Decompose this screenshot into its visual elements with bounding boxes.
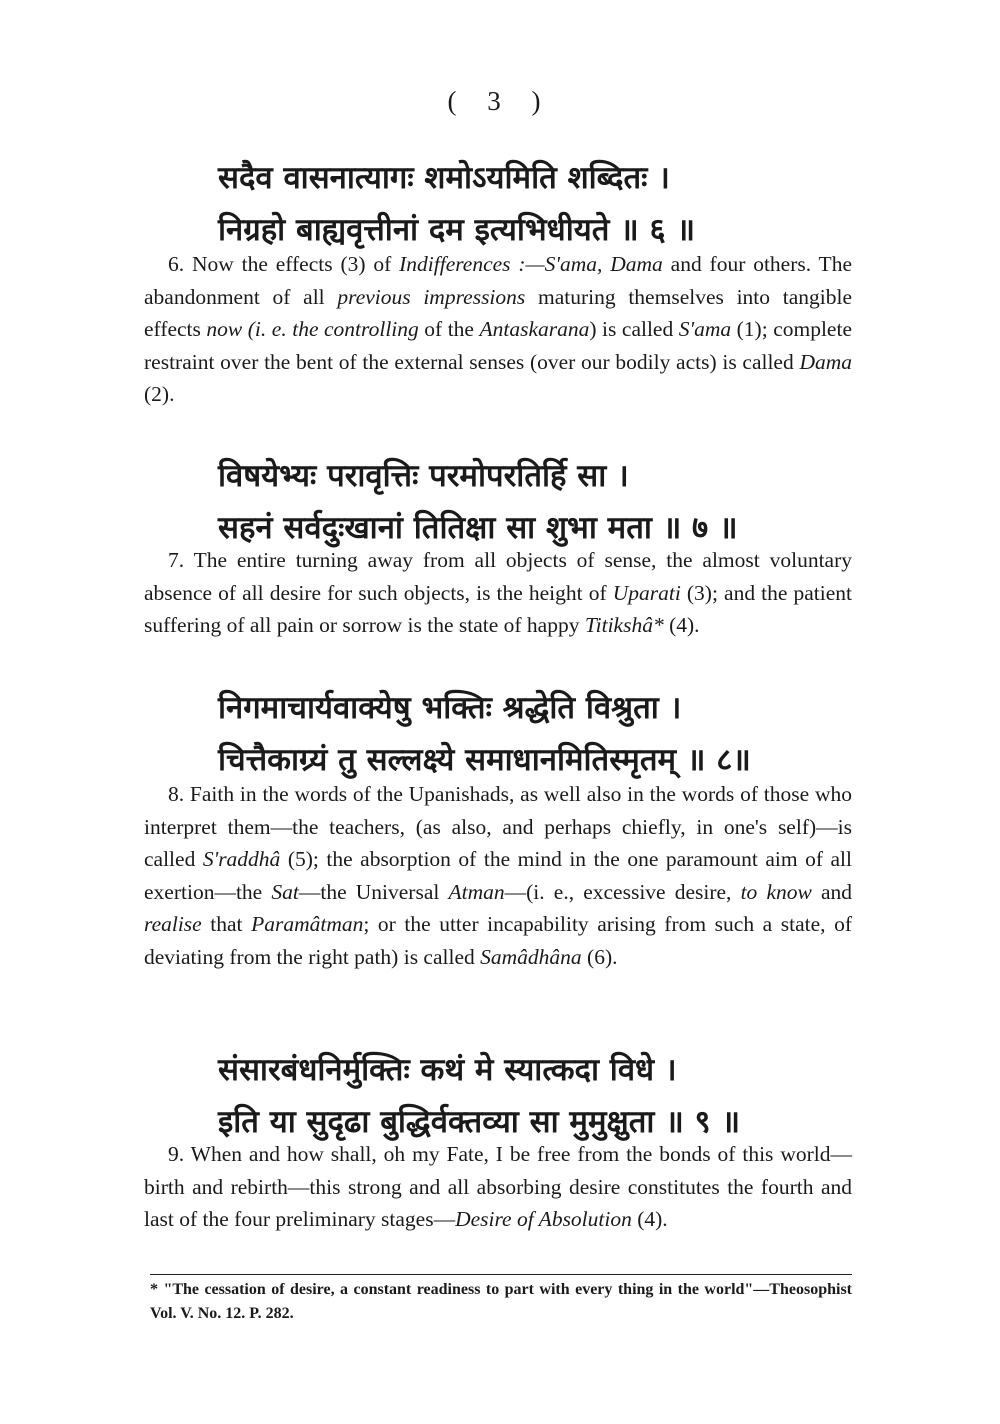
verse-line: संसारबंधनिर्मुक्तिः कथं मे स्यात्कदा विधे । [218,1052,677,1088]
italic-term: previous impressions [337,284,526,309]
paragraph-text: ; or the utter incapability arising from such a state, of deviating from the right path) is called [144,912,852,969]
verse-line: चित्तैकाग्र्यं तु सल्लक्ष्ये समाधानमितिस्मृतम् ॥ ८॥ [218,742,751,778]
paragraph-text: (4). [663,613,700,637]
paragraph-text: (4). [631,1207,668,1231]
paragraph-text: (2). [144,382,175,406]
verse-line: इति या सुदृढा बुद्धिर्वक्तव्या सा मुमुक्षुता ॥ ९ ॥ [218,1104,741,1140]
paragraph-text: —the Universal [298,879,449,904]
italic-term: Atman [448,879,505,904]
verse-line: निगमाचार्यवाक्येषु भक्तिः श्रद्धेति विश्रुता । [218,690,682,726]
paragraph-text: (5); the absorption of the mind in the one paramount aim of all exertion—the [144,847,853,904]
sanskrit-verse-8 [218,682,918,786]
footnote-divider [150,1274,852,1275]
paragraph-number: 9. [168,1142,185,1166]
italic-term: S'ama [678,317,732,341]
paragraph-text: and four others. The abandonment of all [144,252,852,309]
paragraph-text: ) is called [589,317,679,341]
paragraph-text: that [201,912,252,936]
italic-term: now (i. e. the controlling [206,317,419,341]
paragraph-8 [144,778,852,973]
italic-term: realise [144,912,202,936]
paragraph-text: and [811,879,853,904]
sanskrit-verse-7 [218,450,918,554]
paragraph-6 [144,248,852,411]
italic-term: S'raddhâ [202,847,281,871]
italic-term: Desire of Absolution [455,1207,632,1231]
italic-term: Antaskarana [479,317,590,341]
verse-line: विषयेभ्यः परावृत्तिः परमोपरतिर्हि सा । [218,458,629,494]
paragraph-text: Now the effects (3) of [184,252,400,276]
paragraph-7 [144,544,852,642]
paragraph-number: 7. [168,548,185,572]
verse-line: निग्रहो बाह्यवृत्तीनां दम इत्यभिधीयते ॥ ६ ॥ [218,212,696,248]
paragraph-9 [144,1138,852,1236]
paragraph-number: 8. [168,782,185,806]
verse-line: सहनं सर्वदुःखानां तितिक्षा सा शुभा मता ॥ ७ ॥ [218,510,738,546]
italic-term: Paramâtman [251,912,364,936]
italic-term: Titikshâ* [584,613,664,637]
sanskrit-verse-9 [218,1044,918,1148]
italic-term: Indifferences :—S'ama, Dama [399,252,663,276]
sanskrit-verse-6 [218,152,918,256]
italic-term: Samâdhâna [480,944,582,969]
paragraph-text: When and how shall, oh my Fate, I be free from the bonds of this world—birth and rebirth—this strong and all absorbing desire constitutes the fourth and last of the four preliminary stages— [144,1142,852,1231]
paragraph-text: —(i. e., excessive desire, [504,879,741,904]
paragraph-text: Faith in the words of the Upanishads, as well also in the words of those who interpret them—the teachers, (as also, and perhaps chiefly, in one's self)—is called [144,782,852,871]
paragraph-text: of the [418,317,480,341]
paragraph-text: maturing themselves into tangible effects [144,284,852,341]
italic-term: Uparati [612,580,681,605]
verse-line: सदैव वासनात्यागः शमोऽयमिति शब्दितः । [218,160,670,196]
paragraph-text: The entire turning away from all objects of sense, the almost voluntary absence of all desire for such objects, is the height of [144,548,852,605]
paragraph-text: (1); complete restraint over the bent of the external senses (over our bodily acts) is called [144,317,852,374]
page-number: ( 3 ) [447,86,553,116]
paragraph-number: 6. [168,252,185,276]
paragraph-text: (3); and the patient suffering of all pain or sorrow is the state of happy [144,580,853,637]
footnote: * "The cessation of desire, a constant readiness to part with every thing in the world"—Theosophist Vol. V. No. 12. P. 282. [150,1281,852,1322]
italic-term: Dama [799,349,852,374]
paragraph-text: (6). [581,944,618,969]
italic-term: to know [740,879,812,904]
italic-term: Sat [271,879,299,904]
